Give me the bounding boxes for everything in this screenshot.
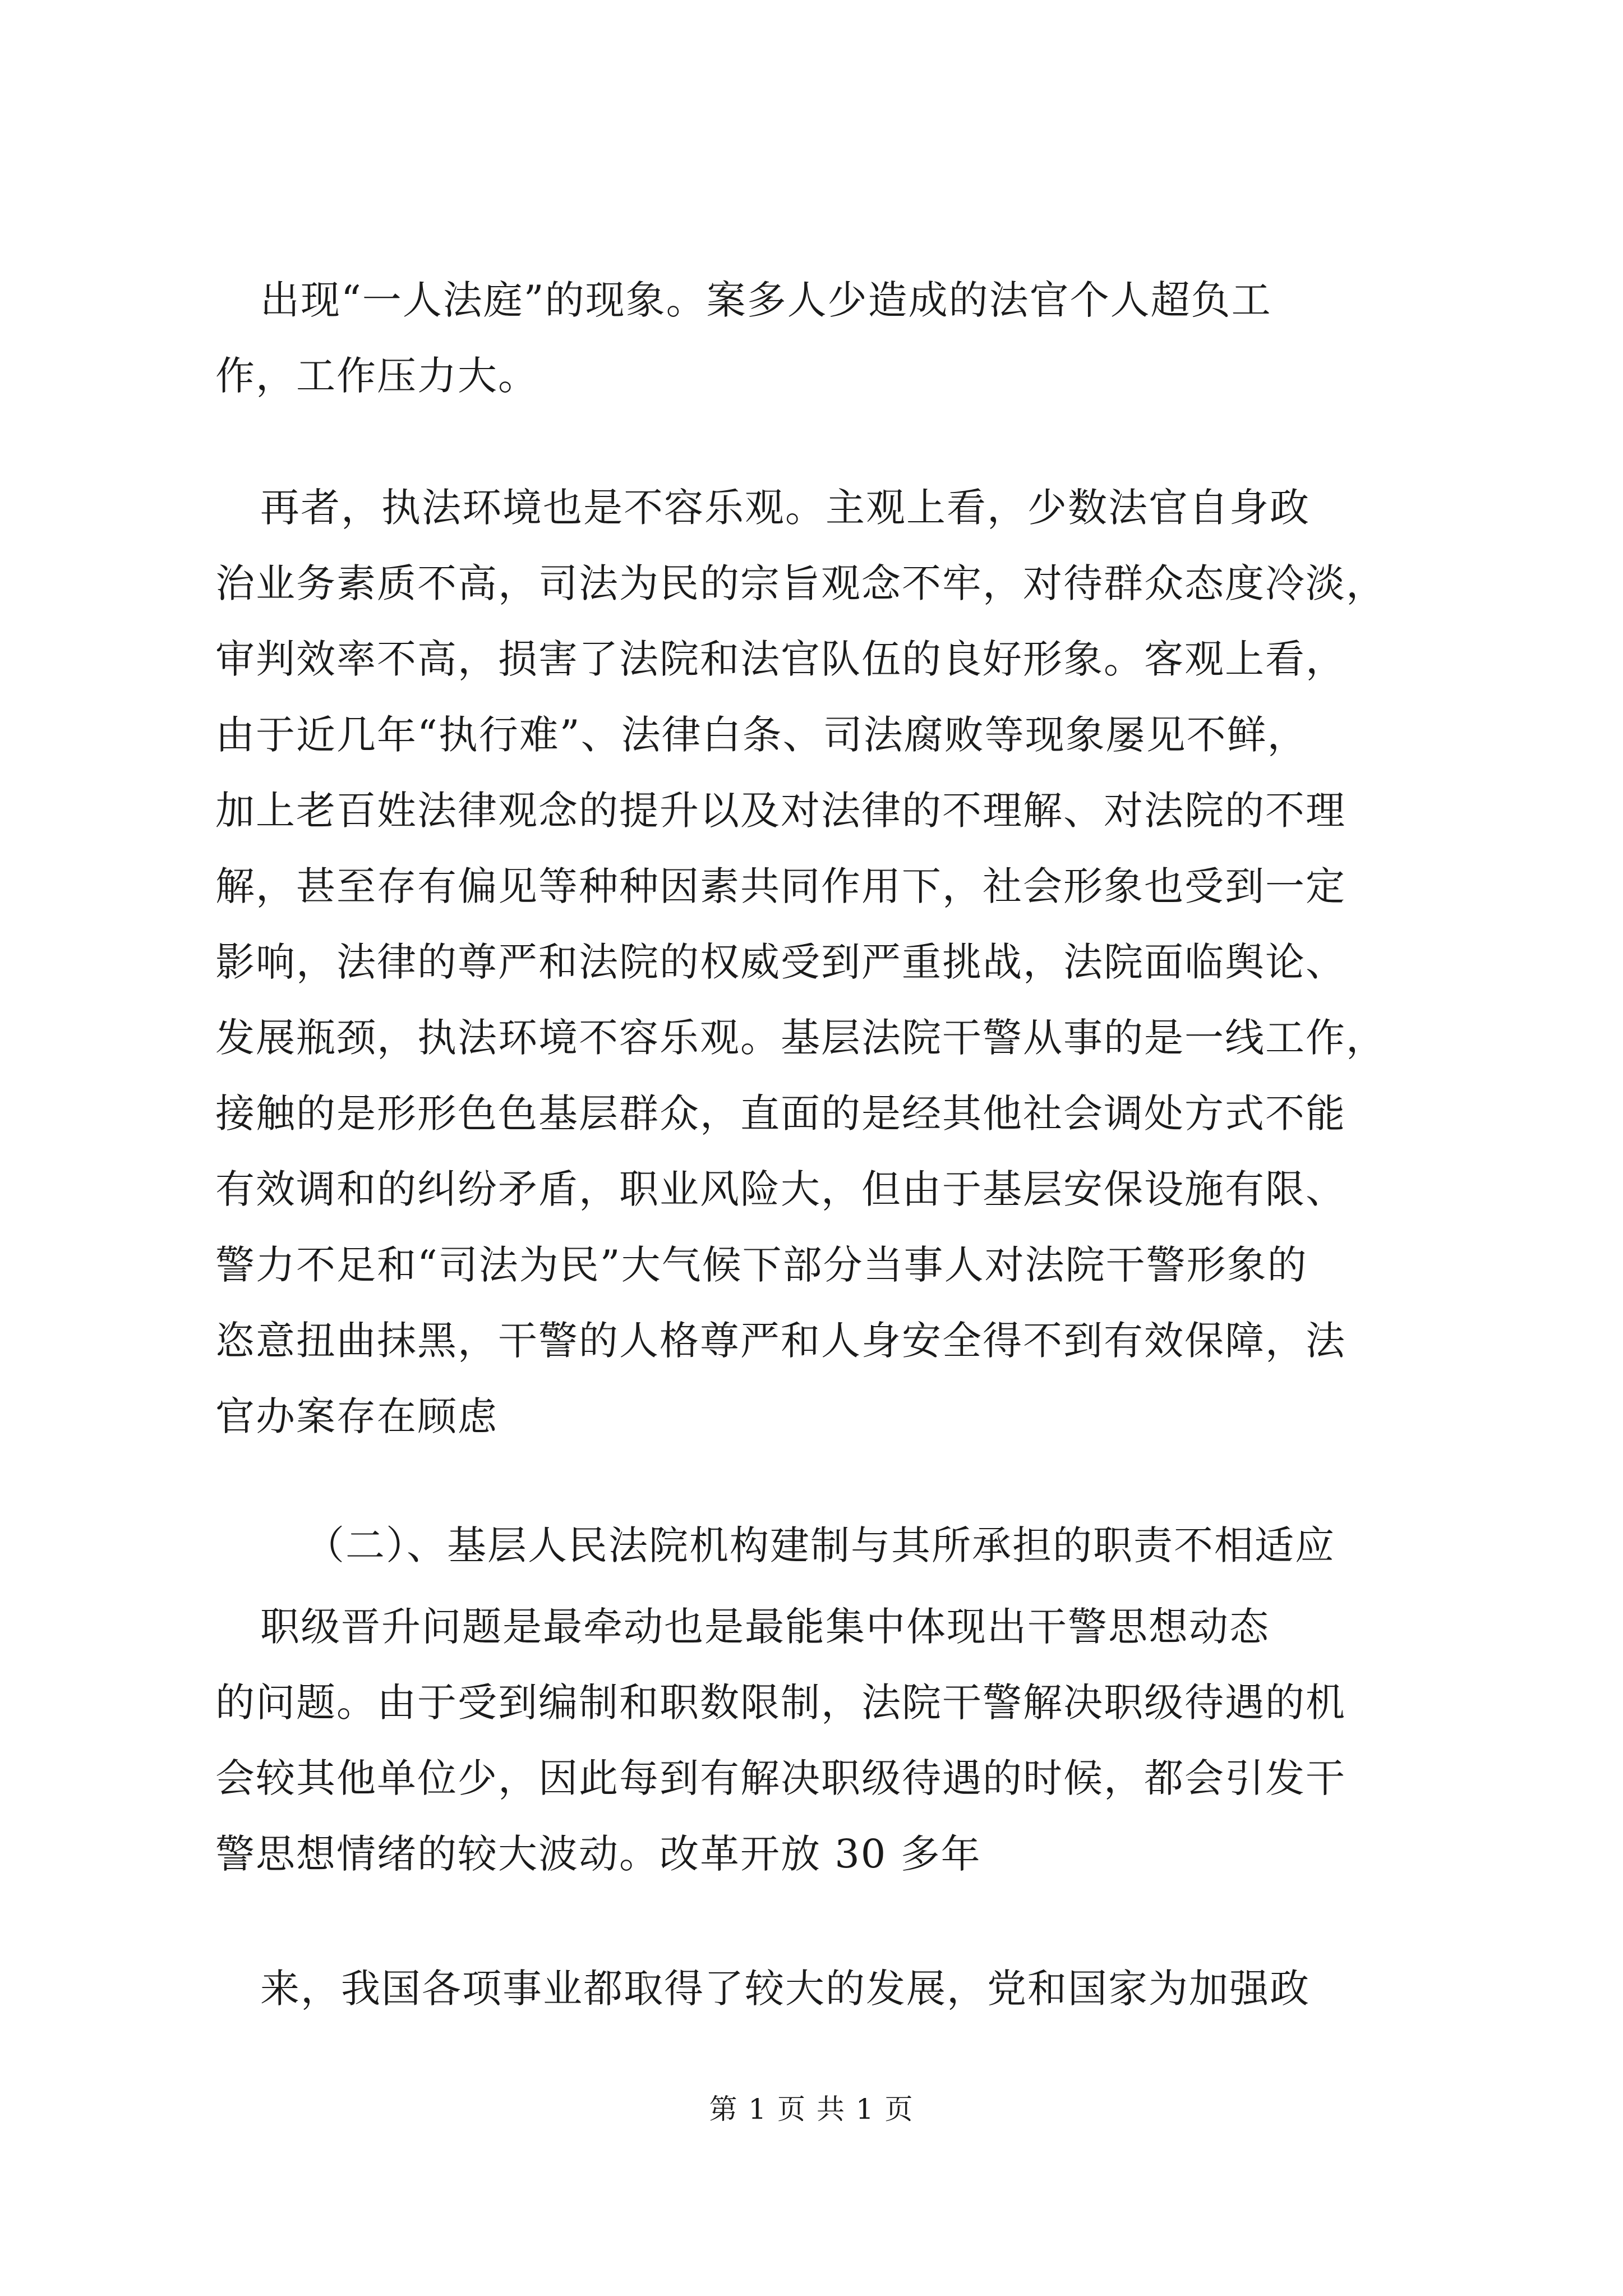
page-footer: 第 1 页 共 1 页 [709,2093,914,2125]
text-line: 官办案存在顾虑 [215,1393,498,1439]
text-line: 接触的是形形色色基层群众，直面的是经其他社会调处方式不能 [215,1091,1346,1137]
text-line: 来，我国各项事业都取得了较大的发展，党和国家为加强政 [260,1966,1310,2012]
text-line: 治业务素质不高，司法为民的宗旨观念不牢，对待群众态度冷淡， [215,560,1386,606]
text-line: 警力不足和“司法为民”大气候下部分当事人对法院干警形象的 [215,1242,1308,1288]
text-line: 由于近几年“执行难”、法律白条、司法腐败等现象屡见不鲜， [215,712,1308,758]
text-line: 加上老百姓法律观念的提升以及对法律的不理解、对法院的不理 [215,788,1346,834]
text-line: 有效调和的纠纷矛盾，职业风险大，但由于基层安保设施有限、 [215,1166,1346,1212]
text-line: 的问题。由于受到编制和职数限制，法院干警解决职级待遇的机 [215,1680,1346,1726]
text-line: 警思想情绪的较大波动。改革开放 30 多年 [215,1831,981,1877]
text-line: 影响，法律的尊严和法院的权威受到严重挑战，法院面临舆论、 [215,939,1346,985]
section-heading: （二）、基层人民法院机构建制与其所承担的职责不相适应 [305,1522,1335,1568]
text-line: 解，甚至存有偏见等种种因素共同作用下，社会形象也受到一定 [215,863,1346,909]
text-line: 发展瓶颈，执法环境不容乐观。基层法院干警从事的是一线工作， [215,1015,1386,1061]
text-line: 出现“一人法庭”的现象。案多人少造成的法官个人超负工 [260,277,1272,323]
text-line: 会较其他单位少，因此每到有解决职级待遇的时候，都会引发干 [215,1755,1346,1801]
text-line: 再者，执法环境也是不容乐观。主观上看，少数法官自身政 [260,485,1310,531]
text-line: 审判效率不高，损害了法院和法官队伍的良好形象。客观上看， [215,636,1346,682]
text-line: 作，工作压力大。 [215,353,538,399]
text-line: 恣意扭曲抹黑，干警的人格尊严和人身安全得不到有效保障，法 [215,1318,1346,1364]
text-line: 职级晋升问题是最牵动也是最能集中体现出干警思想动态 [260,1604,1270,1650]
